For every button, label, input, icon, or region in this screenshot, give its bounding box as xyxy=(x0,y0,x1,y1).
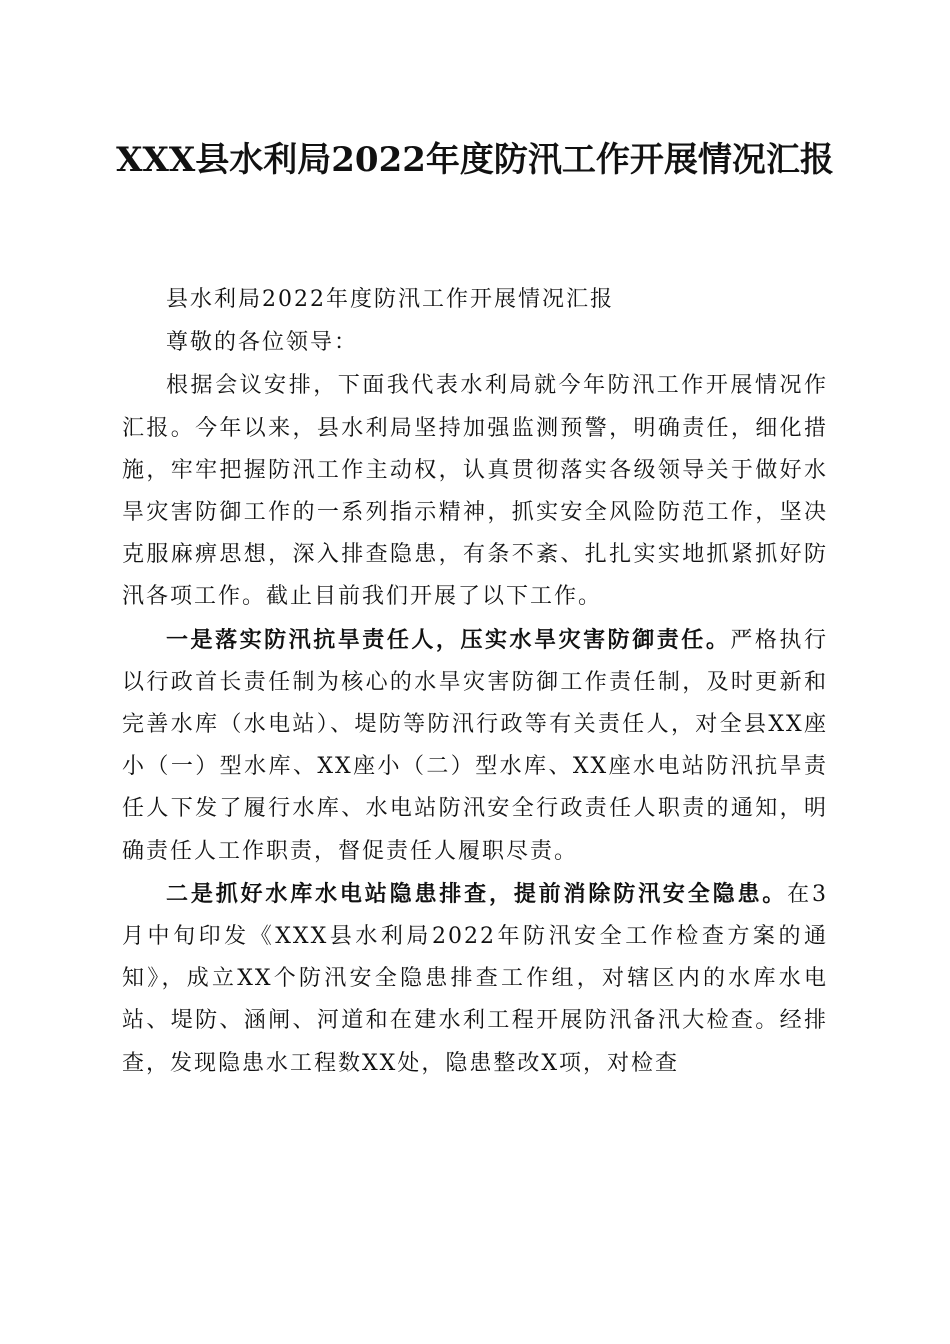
paragraph-heading-repeat xyxy=(122,278,828,321)
paragraph-item-1 xyxy=(122,619,828,873)
document-body xyxy=(122,278,828,1085)
paragraph-lead: 二是抓好水库水电站隐患排查，提前消除防汛安全隐患。 xyxy=(166,880,788,907)
paragraph-intro xyxy=(122,364,828,618)
paragraph-salutation xyxy=(122,321,828,364)
paragraph-text: 县水利局2022年度防汛工作开展情况汇报 xyxy=(166,287,614,312)
paragraph-text: 严格执行以行政首长责任制为核心的水旱灾害防御工作责任制，及时更新和完善水库（水电站）、堤防等防汛行政等有关责任人，对全县XX座小（一）型水库、XX座小（二）型水库、XX座水电站防汛抗旱责任人下发了履行水库、水电站防汛安全行政责任人职责的通知，明确责任人工作职责，督促责任人履职尽责。 xyxy=(122,627,828,864)
document-title: XXX县水利局2022年度防汛工作开展情况汇报 xyxy=(116,140,834,180)
paragraph-text: 尊敬的各位领导： xyxy=(166,330,359,356)
paragraph-text: 根据会议安排，下面我代表水利局就今年防汛工作开展情况作汇报。今年以来，县水利局坚持加强监测预警，明确责任，细化措施，牢牢把握防汛工作主动权，认真贯彻落实各级领导关于做好水旱灾害防御工作的一系列指示精神，抓实安全风险防范工作，坚决克服麻痹思想，深入排查隐患，有条不紊、扎扎实实地抓紧抓好防汛各项工作。截止目前我们开展了以下工作。 xyxy=(122,373,828,610)
paragraph-item-2 xyxy=(122,873,828,1085)
paragraph-lead: 一是落实防汛抗旱责任人，压实水旱灾害防御责任。 xyxy=(166,626,731,653)
paragraph-text: 在3月中旬印发《XXX县水利局2022年防汛安全工作检查方案的通知》，成立XX个防汛安全隐患排查工作组，对辖区内的水库水电站、堤防、涵闸、河道和在建水利工程开展防汛备汛大检查。经排查，发现隐患水工程数XX处，隐患整改X项，对检查 xyxy=(122,881,828,1076)
